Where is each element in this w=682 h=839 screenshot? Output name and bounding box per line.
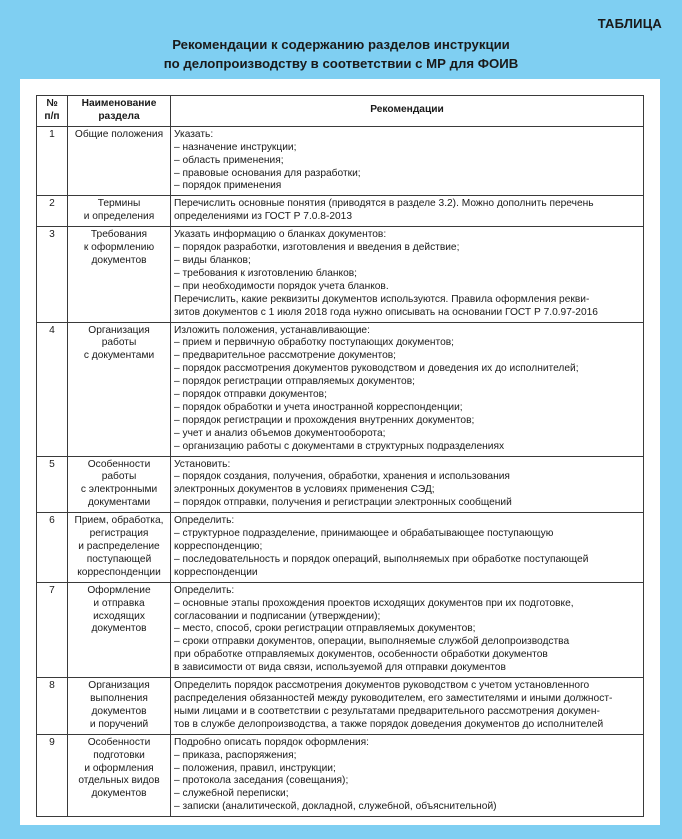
row-number: 7 — [37, 582, 68, 677]
section-name-line: документами — [87, 497, 151, 509]
section-name — [68, 513, 171, 583]
recommendation-line: – протокола заседания (совещания); — [174, 775, 349, 787]
section-name-line: и распределение — [78, 541, 160, 552]
header-num-line: № — [46, 98, 58, 109]
section-name — [68, 456, 171, 513]
section-name-line: и оформления — [84, 762, 154, 774]
recommendations-table — [36, 95, 644, 817]
header-row — [37, 96, 644, 127]
recommendation — [171, 582, 644, 677]
section-name-line: Термины — [97, 198, 141, 210]
recommendation-line: – порядок регистрации отправляемых документов; — [174, 376, 415, 388]
recommendation — [171, 322, 644, 456]
recommendation-line: Указать: — [174, 128, 214, 140]
recommendation-line: – организацию работы с документами в структурных подразделениях — [174, 440, 505, 452]
recommendation-line: – порядок разработки, изготовления и введения в действие; — [174, 242, 460, 254]
section-name-line: с документами — [83, 350, 155, 362]
header-name-line: Наименование — [81, 98, 157, 109]
section-name-line: отдельных видов — [78, 775, 160, 787]
recommendation-line: – порядок применения — [174, 180, 282, 192]
table-panel — [20, 79, 660, 825]
section-name-line: к оформлению — [83, 242, 155, 254]
title-line: по делопроизводству в соответствии с МР для ФОИВ — [163, 56, 519, 71]
section-name-line: документов — [91, 788, 147, 800]
recommendation-line: – порядок создания, получения, обработки, хранения и использования — [174, 471, 510, 483]
recommendation — [171, 456, 644, 513]
recommendation-line: корреспонденцию; — [174, 541, 263, 552]
row-number: 3 — [37, 227, 68, 322]
recommendation-line: Установить: — [174, 458, 231, 470]
recommendation-line: ными лицами и в соответствии с результатами предварительного рассмотрения докумен- — [174, 705, 600, 717]
recommendation — [171, 126, 644, 196]
section-name-line: документов — [91, 623, 147, 635]
section-name-line: документов — [91, 705, 147, 717]
row-number: 6 — [37, 513, 68, 583]
section-name-line: подготовки — [93, 749, 145, 761]
recommendation — [171, 678, 644, 735]
table-row — [37, 734, 644, 816]
section-name-line: Прием, обработка, — [74, 515, 164, 527]
section-name-line: с электронными — [80, 484, 158, 496]
table-row — [37, 582, 644, 677]
recommendation-line: – приказа, распоряжения; — [174, 749, 297, 761]
recommendation-line: – область применения; — [174, 154, 284, 166]
recommendation-line: – требования к изготовлению бланков; — [174, 267, 357, 279]
table-row — [37, 322, 644, 456]
recommendation-line: – предварительное рассмотрение документов; — [174, 350, 396, 362]
recommendation-line: – порядок рассмотрения документов руководством и доведения их до исполнителей; — [174, 363, 579, 375]
table-body — [37, 126, 644, 816]
section-name-line: поступающей — [86, 553, 152, 565]
section-name-line: выполнения — [90, 692, 148, 704]
recommendation-line: – правовые основания для разработки; — [174, 167, 361, 179]
recommendation-line: распределения обязанностей между руководителем, его заместителями и иными должност- — [174, 692, 613, 704]
recommendation-line: определениями из ГОСТ Р 7.0.8-2013 — [174, 211, 353, 223]
table-row — [37, 126, 644, 196]
recommendation — [171, 227, 644, 322]
recommendation-line: корреспонденции — [174, 566, 258, 578]
recommendation-line: Изложить положения, устанавливающие: — [174, 324, 370, 336]
recommendation-line: электронных документов в условиях применения СЭД; — [174, 484, 435, 496]
header-num — [37, 96, 68, 127]
recommendation-line: Определить порядок рассмотрения документов руководством с учетом установленного — [174, 680, 590, 692]
section-name-line: документов — [91, 254, 147, 266]
recommendation-line: зитов документов с 1 июля 2018 года нужно описывать на основании ГОСТ Р 7.0.97-2016 — [174, 306, 598, 318]
recommendation-line: – назначение инструкции; — [174, 141, 297, 153]
row-number: 2 — [37, 196, 68, 227]
header-name — [68, 96, 171, 127]
section-name — [68, 126, 171, 196]
recommendation-line: – порядок отправки, получения и регистрации электронных сообщений — [174, 497, 512, 509]
section-name — [68, 678, 171, 735]
table-row — [37, 196, 644, 227]
recommendation-line: – записки (аналитической, докладной, служебной, объяснительной) — [174, 801, 497, 813]
table-tag: ТАБЛИЦА — [597, 16, 662, 31]
section-name — [68, 227, 171, 322]
table-row — [37, 227, 644, 322]
recommendation-line: – структурное подразделение, принимающее и обрабатывающее поступающую — [174, 528, 554, 540]
recommendation-line: – порядок регистрации и прохождения внутренних документов; — [174, 414, 475, 426]
recommendation-line: согласовании и подписании (утверждении); — [174, 610, 381, 622]
section-name — [68, 196, 171, 227]
section-name-line: работы — [101, 337, 137, 349]
recommendation — [171, 734, 644, 816]
recommendation-line: – порядок обработки и учета иностранной корреспонденции; — [174, 401, 463, 413]
recommendation-line: – служебной переписки; — [174, 788, 289, 800]
section-name-line: Требования — [90, 229, 148, 241]
recommendation-line: – последовательность и порядок операций, выполняемых при обработке поступающей — [174, 553, 589, 565]
row-number: 1 — [37, 126, 68, 196]
table-row — [37, 456, 644, 513]
section-name-line: и отправка — [93, 597, 145, 609]
section-name-line: работы — [101, 471, 137, 483]
recommendation-line: – основные этапы прохождения проектов исходящих документов при их подготовке, — [174, 597, 574, 609]
section-name-line: и определения — [83, 211, 155, 223]
recommendation-line: Определить: — [174, 515, 235, 527]
recommendation-line: – сроки отправки документов, операции, выполняемые службой делопроизводства — [174, 636, 570, 648]
recommendation-line: при обработке отправляемых документов, особенности обработки документов — [174, 649, 548, 661]
section-name-line: корреспонденции — [77, 566, 161, 578]
recommendation — [171, 513, 644, 583]
recommendation-line: – учет и анализ объемов документооборота; — [174, 427, 386, 439]
section-name-line: регистрация — [89, 528, 149, 540]
header-num-line: п/п — [44, 110, 60, 122]
section-name-line: исходящих — [93, 610, 145, 622]
recommendation-line: в зависимости от вида связи, используемой для отправки документов — [174, 662, 506, 674]
section-name-line: и поручений — [89, 718, 149, 730]
recommendation-line: – при необходимости порядок учета бланков. — [174, 280, 389, 292]
table-row — [37, 678, 644, 735]
section-name — [68, 322, 171, 456]
recommendation-line: – место, способ, сроки регистрации отправляемых документов; — [174, 623, 476, 635]
page-title — [0, 35, 682, 73]
header-recommendations: Рекомендации — [171, 96, 644, 127]
row-number: 9 — [37, 734, 68, 816]
recommendation-line: Подробно описать порядок оформления: — [174, 736, 370, 748]
recommendation-line: Определить: — [174, 584, 235, 596]
recommendation-line: – порядок отправки документов; — [174, 389, 327, 401]
table-row — [37, 513, 644, 583]
recommendation-line: – положения, правил, инструкции; — [174, 762, 336, 774]
header-name-line: раздела — [98, 110, 140, 122]
row-number: 4 — [37, 322, 68, 456]
recommendation-line: Указать информацию о бланках документов: — [174, 229, 387, 241]
recommendation-line: тов в службе делопроизводства, а также порядок доведения документов до исполнителей — [174, 718, 604, 730]
section-name-line: Особенности — [87, 458, 151, 470]
recommendation-line: – прием и первичную обработку поступающих документов; — [174, 337, 454, 349]
recommendation-line: Перечислить, какие реквизиты документов используются. Правила оформления рекви- — [174, 293, 590, 305]
row-number: 8 — [37, 678, 68, 735]
recommendation — [171, 196, 644, 227]
section-name-line: Оформление — [87, 584, 151, 596]
recommendation-line: Перечислить основные понятия (приводятся в разделе 3.2). Можно дополнить перечень — [174, 198, 594, 210]
row-number: 5 — [37, 456, 68, 513]
section-name — [68, 734, 171, 816]
section-name-line: Организация — [88, 324, 150, 336]
section-name — [68, 582, 171, 677]
title-line: Рекомендации к содержанию разделов инструкции — [172, 37, 510, 52]
recommendation-line: – виды бланков; — [174, 254, 251, 266]
section-name-line: Особенности — [87, 736, 151, 748]
section-name-line: Организация — [88, 680, 150, 692]
section-name-line: Общие положения — [74, 128, 164, 140]
